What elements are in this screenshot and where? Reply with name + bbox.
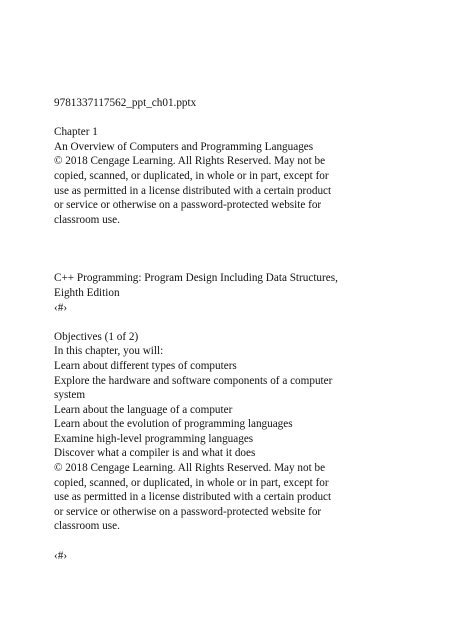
slide-number: ‹#› — [54, 549, 68, 562]
copyright-line: classroom use. — [54, 213, 120, 226]
spacer — [54, 534, 423, 549]
copyright-line: use as permitted in a license distributed with a certain product — [54, 491, 332, 504]
objective-item: Learn about different types of computers — [54, 359, 237, 372]
objective-item: Explore the hardware and software components of a computer — [54, 374, 333, 387]
objective-item: Learn about the language of a computer — [54, 403, 233, 416]
slide-number: ‹#› — [54, 301, 68, 314]
chapter-label: Chapter 1 — [54, 126, 98, 139]
objective-item: system — [54, 389, 86, 402]
objectives-intro: In this chapter, you will: — [54, 345, 164, 358]
copyright-line: or service or otherwise on a password-protected website for — [54, 199, 322, 212]
spacer — [54, 227, 423, 271]
spacer — [54, 315, 423, 330]
objective-item: Examine high-level programming languages — [54, 432, 254, 445]
book-edition: Eighth Edition — [54, 286, 120, 299]
copyright-line: use as permitted in a license distributed with a certain product — [54, 184, 332, 197]
copyright-line: copied, scanned, or duplicated, in whole or in part, except for — [54, 169, 329, 182]
copyright-line: © 2018 Cengage Learning. All Rights Reserved. May not be — [54, 462, 326, 475]
file-name: 9781337117562_ppt_ch01.pptx — [54, 97, 197, 109]
objective-item: Learn about the evolution of programming languages — [54, 418, 293, 431]
copyright-line: or service or otherwise on a password-protected website for — [54, 505, 322, 518]
objective-item: Discover what a compiler is and what it does — [54, 447, 256, 460]
book-title: C++ Programming: Program Design Including Data Structures, — [54, 272, 338, 285]
spacer — [54, 111, 423, 126]
chapter-title: An Overview of Computers and Programming Languages — [54, 140, 314, 153]
copyright-line: © 2018 Cengage Learning. All Rights Reserved. May not be — [54, 155, 326, 168]
copyright-line: classroom use. — [54, 520, 120, 533]
objectives-heading: Objectives (1 of 2) — [54, 330, 139, 343]
copyright-line: copied, scanned, or duplicated, in whole or in part, except for — [54, 476, 329, 489]
